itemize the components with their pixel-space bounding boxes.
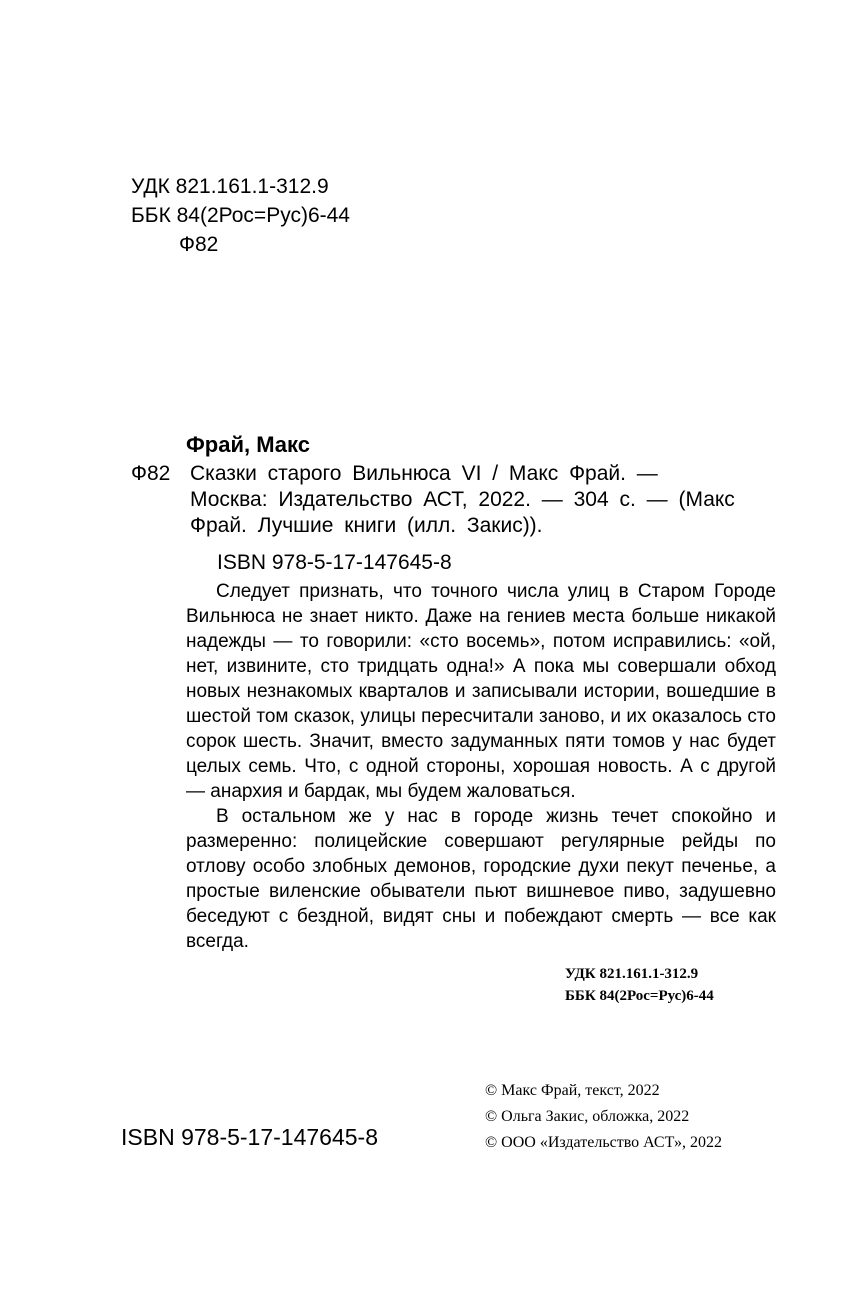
- record-author-sign: Ф82: [131, 462, 171, 485]
- bibliographic-description: [190, 461, 735, 539]
- annotation-paragraph: В остальном же у нас в городе жизнь течет спокойно и размеренно: полицейские совершают регулярные рейды по отлову особо злобных демонов, городские духи пекут печенье, а простые виленские обыватели пьют вишневое пиво, задушевно беседуют с бездной, видят сны и побеждают смерть — все как всегда.: [186, 806, 776, 952]
- author-heading: Фрай, Макс: [186, 432, 310, 457]
- record-isbn: ISBN 978-5-17-147645-8: [217, 551, 452, 574]
- description-line: Фрай. Лучшие книги (илл. Закис)).: [190, 514, 543, 537]
- bbk-code: ББК 84(2Рос=Рус)6-44: [131, 204, 350, 227]
- footer-codes: [565, 963, 714, 1007]
- author-sign: Ф82: [179, 233, 219, 256]
- copyright-line: © ООО «Издательство АСТ», 2022: [485, 1134, 722, 1151]
- copyright-block: [485, 1078, 722, 1156]
- classification-block: [131, 172, 350, 259]
- copyright-line: © Ольга Закис, обложка, 2022: [485, 1108, 690, 1125]
- description-line: Москва: Издательство АСТ, 2022. — 304 с. — (Макс: [190, 488, 735, 511]
- footer-udk-code: УДК 821.161.1-312.9: [565, 966, 699, 982]
- copyright-line: © Макс Фрай, текст, 2022: [485, 1082, 660, 1099]
- udk-code: УДК 821.161.1-312.9: [131, 175, 329, 198]
- description-line: Сказки старого Вильнюса VI / Макс Фрай. —: [190, 462, 658, 485]
- bottom-isbn: ISBN 978-5-17-147645-8: [121, 1124, 378, 1150]
- footer-bbk-code: ББК 84(2Рос=Рус)6-44: [565, 988, 714, 1004]
- annotation-paragraph: Следует признать, что точного числа улиц в Старом Городе Вильнюса не знает никто. Даже на гениев места больше никакой надежды — то говорили: «сто восемь», потом исправились: «ой, нет, извините, сто тридцать одна!» А пока мы совершали обход новых незнакомых кварталов и записывали истории, вошедшие в шестой том сказок, улицы пересчитали заново, и их оказалось сто сорок шесть. Значит, вместо задуманных пяти томов у нас будет целых семь. Что, с одной стороны, хорошая новость. А с другой — анархия и бардак, мы будем жаловаться.: [186, 581, 776, 802]
- annotation: [186, 579, 776, 954]
